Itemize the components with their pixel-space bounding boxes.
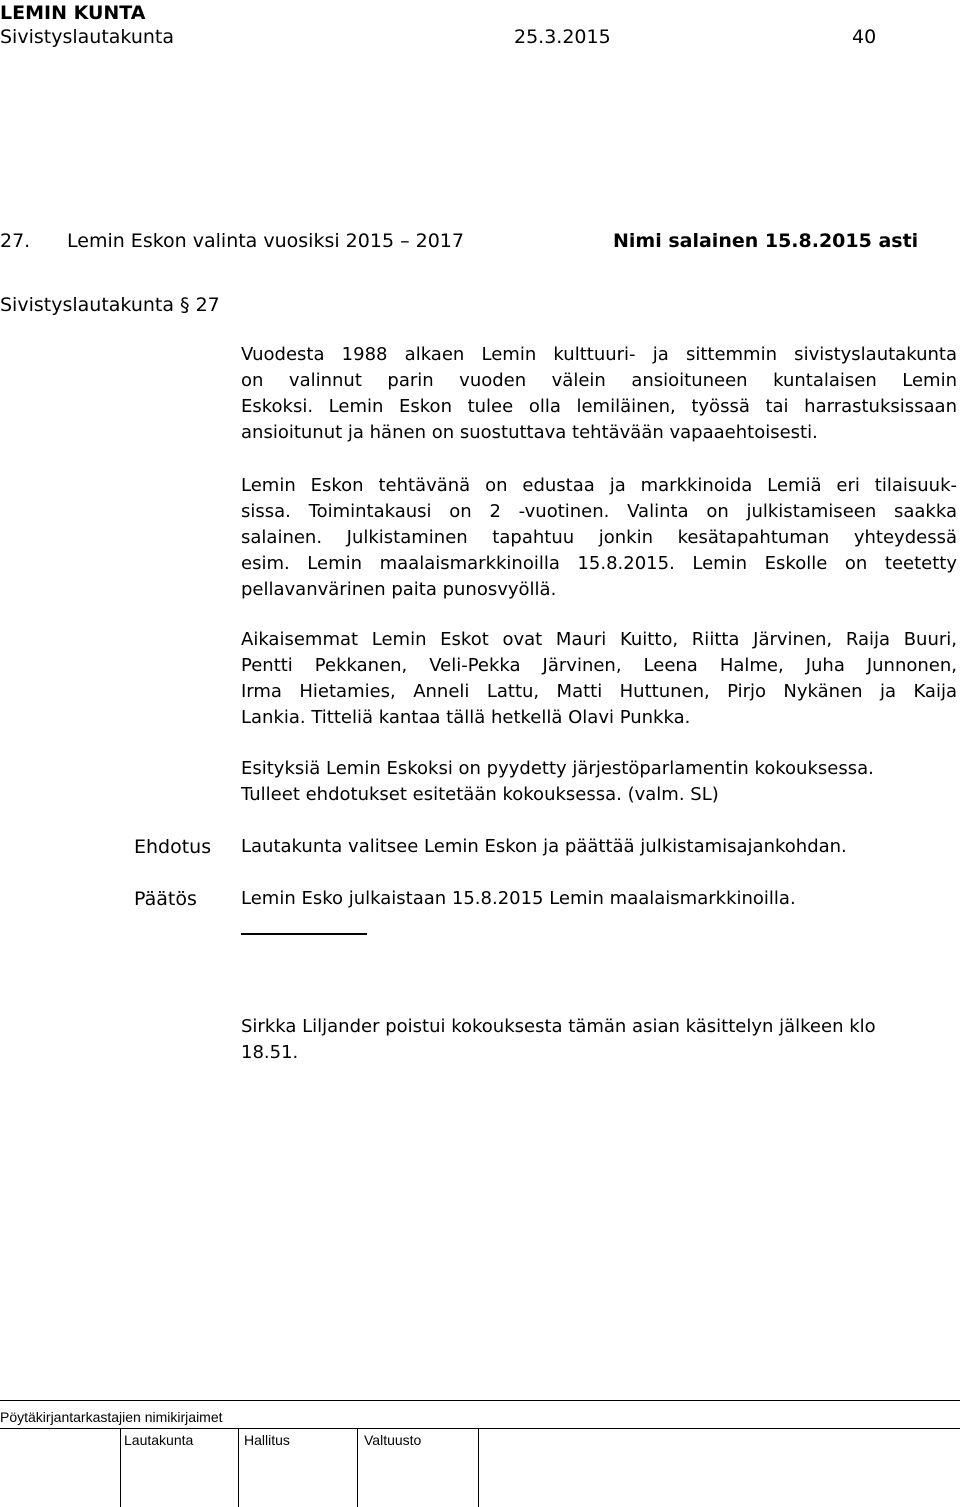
- meeting-date: 25.3.2015: [514, 26, 611, 48]
- footer-col-divider: [478, 1428, 479, 1507]
- text-line: Aikaisemmat Lemin Eskot ovat Mauri Kuitto, Riitta Järvinen, Raija Buuri,: [241, 629, 957, 650]
- text-line: Vuodesta 1988 alkaen Lemin kulttuuri- ja sittemmin sivistyslautakunta: [241, 344, 957, 365]
- signatures-label: Pöytäkirjantarkastajien nimikirjaimet: [0, 1409, 223, 1425]
- text-line: salainen. Julkistaminen tapahtuu jonkin kesätapahtuman yhteydessä: [241, 527, 957, 548]
- committee-name: Sivistyslautakunta: [0, 26, 175, 48]
- closing-note: [241, 1014, 957, 1066]
- text-line: pellavanvärinen paita punosvyöllä.: [241, 579, 557, 600]
- paragraph-nominations: [241, 756, 957, 808]
- footer-column-valtuusto: Valtuusto: [364, 1432, 422, 1448]
- paragraph-background: [241, 342, 957, 446]
- footer-column-lautakunta: Lautakunta: [124, 1432, 194, 1448]
- footer-mid-rule: [0, 1428, 960, 1429]
- text-line: 18.51.: [241, 1042, 299, 1063]
- text-line: ansioitunut ja hänen on suostuttava tehtävään vapaaehtoisesti.: [241, 422, 818, 443]
- paragraph-duties: [241, 473, 957, 603]
- footer-col-divider: [357, 1428, 358, 1507]
- text-line: Lankia. Titteliä kantaa tällä hetkellä Olavi Punkka.: [241, 707, 691, 728]
- text-line: sissa. Toimintakausi on 2 -vuotinen. Valinta on julkistamiseen saakka: [241, 501, 957, 522]
- text-line: on valinnut parin vuoden välein ansioituneen kuntalaisen Lemin: [241, 370, 957, 391]
- text-line: Irma Hietamies, Anneli Lattu, Matti Huttunen, Pirjo Nykänen ja Kaija: [241, 681, 957, 702]
- text-line: Pentti Pekkanen, Veli-Pekka Järvinen, Leena Halme, Juha Junnonen,: [241, 655, 957, 676]
- organization-name: LEMIN KUNTA: [0, 2, 146, 24]
- item-note: Nimi salainen 15.8.2015 asti: [613, 230, 919, 252]
- text-line: Tulleet ehdotukset esitetään kokouksessa. (valm. SL): [241, 784, 719, 805]
- separator-line: [241, 933, 367, 935]
- text-line: Eskoksi. Lemin Eskon tulee olla lemiläinen, työssä tai harrastuksissaan: [241, 396, 957, 417]
- paragraph-previous-eskos: [241, 627, 957, 731]
- text-line: Esityksiä Lemin Eskoksi on pyydetty järjestöparlamentin kokouksessa.: [241, 758, 874, 779]
- footer-column-hallitus: Hallitus: [244, 1432, 290, 1448]
- footer-top-rule: [0, 1400, 960, 1401]
- text-line: Lemin Eskon tehtävänä on edustaa ja markkinoida Lemiä eri tilaisuuk-: [241, 475, 957, 496]
- proposal-label: Ehdotus: [134, 836, 212, 858]
- footer-col-divider: [120, 1428, 121, 1507]
- decision-label: Päätös: [134, 888, 197, 910]
- item-number: 27.: [0, 230, 31, 252]
- page-number: 40: [852, 26, 877, 48]
- text-line: Sirkka Liljander poistui kokouksesta tämän asian käsittelyn jälkeen klo: [241, 1016, 876, 1037]
- decision-text: Lemin Esko julkaistaan 15.8.2015 Lemin maalaismarkkinoilla.: [241, 888, 796, 909]
- section-reference: Sivistyslautakunta § 27: [0, 294, 220, 316]
- proposal-text: Lautakunta valitsee Lemin Eskon ja päättää julkistamisajankohdan.: [241, 836, 847, 857]
- item-title: Lemin Eskon valinta vuosiksi 2015 – 2017: [67, 230, 464, 252]
- text-line: esim. Lemin maalaismarkkinoilla 15.8.2015. Lemin Eskolle on teetetty: [241, 553, 957, 574]
- footer-col-divider: [238, 1428, 239, 1507]
